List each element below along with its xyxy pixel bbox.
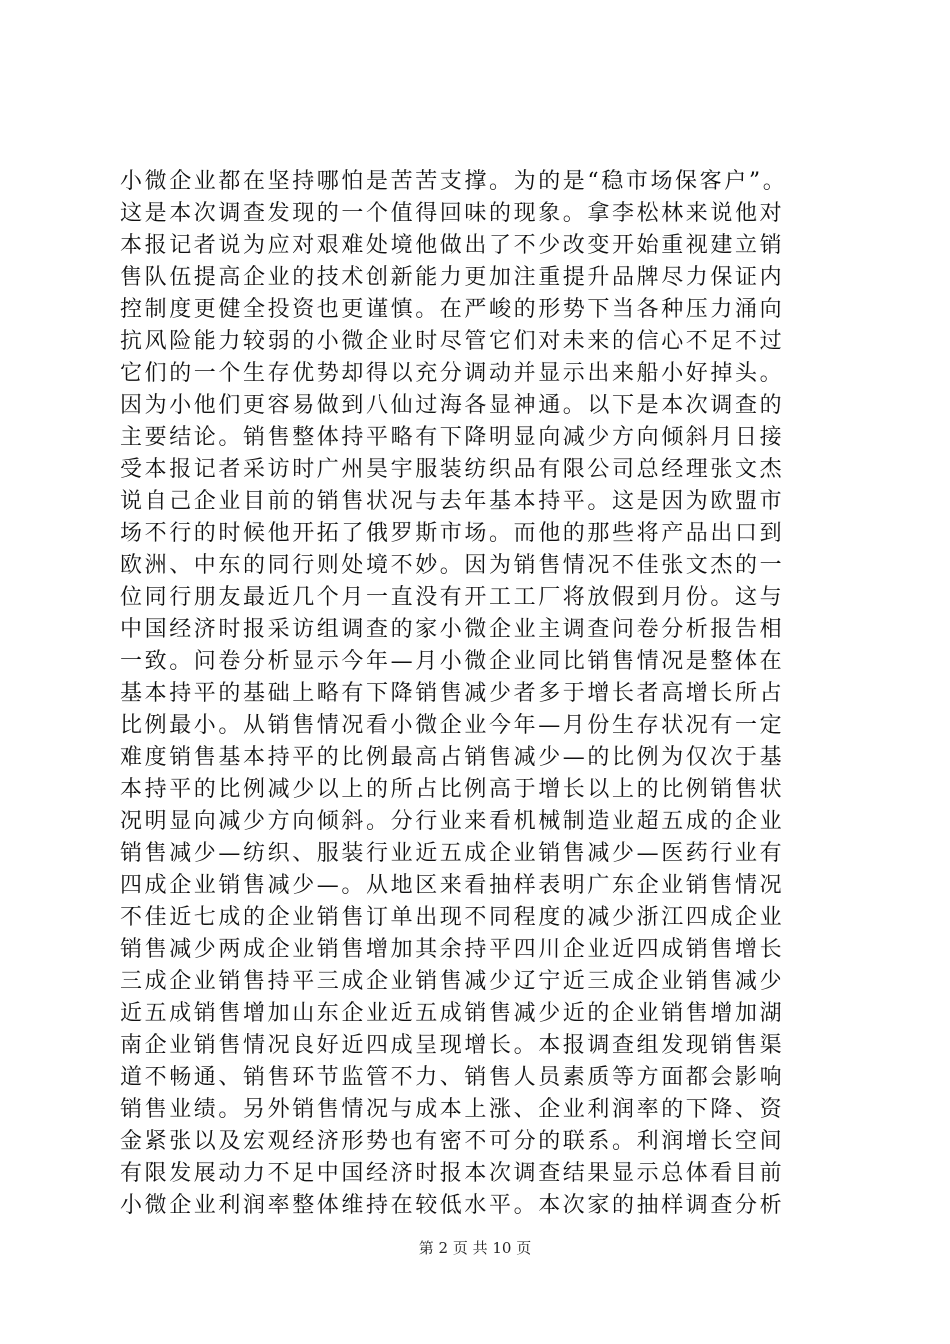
text-line: 三成企业销售持平三成企业销售减少辽宁近三成企业销售减少 bbox=[120, 969, 785, 994]
text-line: 销售业绩。另外销售情况与成本上涨、企业利润率的下降、资 bbox=[120, 1097, 785, 1122]
text-line: 南企业销售情况良好近四成呈现增长。本报调查组发现销售渠 bbox=[120, 1033, 785, 1058]
text-line: 主要结论。销售整体持平略有下降明显向减少方向倾斜月日接 bbox=[120, 425, 785, 450]
text-line: 不佳近七成的企业销售订单出现不同程度的减少浙江四成企业 bbox=[120, 905, 785, 930]
text-line: 销售减少两成企业销售增加其余持平四川企业近四成销售增长 bbox=[120, 937, 785, 962]
text-line: 况明显向减少方向倾斜。分行业来看机械制造业超五成的企业 bbox=[120, 809, 785, 834]
text-line: 本持平的比例减少以上的所占比例高于增长以上的比例销售状 bbox=[120, 777, 785, 802]
text-line: 一致。问卷分析显示今年—月小微企业同比销售情况是整体在 bbox=[120, 649, 785, 674]
text-line: 近五成销售增加山东企业近五成销售减少近的企业销售增加湖 bbox=[120, 1001, 785, 1026]
text-line: 欧洲、中东的同行则处境不妙。因为销售情况不佳张文杰的一 bbox=[120, 553, 785, 578]
text-line: 售队伍提高企业的技术创新能力更加注重提升品牌尽力保证内 bbox=[120, 265, 785, 290]
text-line: 小微企业利润率整体维持在较低水平。本次家的抽样调查分析 bbox=[120, 1193, 785, 1218]
text-line: 道不畅通、销售环节监管不力、销售人员素质等方面都会影响 bbox=[120, 1065, 785, 1090]
text-line: 中国经济时报采访组调查的家小微企业主调查问卷分析报告相 bbox=[120, 617, 785, 642]
text-line: 难度销售基本持平的比例最高占销售减少—的比例为仅次于基 bbox=[120, 745, 785, 770]
body-text bbox=[120, 166, 840, 1222]
text-line: 因为小他们更容易做到八仙过海各显神通。以下是本次调查的 bbox=[120, 393, 785, 418]
text-line: 基本持平的基础上略有下降销售减少者多于增长者高增长所占 bbox=[120, 681, 785, 706]
text-line: 有限发展动力不足中国经济时报本次调查结果显示总体看目前 bbox=[120, 1161, 785, 1186]
text-line: 它们的一个生存优势却得以充分调动并显示出来船小好掉头。 bbox=[120, 361, 785, 386]
text-line: 四成企业销售减少—。从地区来看抽样表明广东企业销售情况 bbox=[120, 873, 785, 898]
text-line: 销售减少—纺织、服装行业近五成企业销售减少—医药行业有 bbox=[120, 841, 785, 866]
text-line: 说自己企业目前的销售状况与去年基本持平。这是因为欧盟市 bbox=[120, 489, 785, 514]
text-line: 比例最小。从销售情况看小微企业今年—月份生存状况有一定 bbox=[120, 713, 785, 738]
page-footer: 第 2 页 共 10 页 bbox=[418, 1239, 532, 1257]
text-line: 这是本次调查发现的一个值得回味的现象。拿李松林来说他对 bbox=[120, 201, 785, 226]
text-line: 抗风险能力较弱的小微企业时尽管它们对未来的信心不足不过 bbox=[120, 329, 785, 354]
text-line: 受本报记者采访时广州昊宇服装纺织品有限公司总经理张文杰 bbox=[120, 457, 785, 482]
text-line: 金紧张以及宏观经济形势也有密不可分的联系。利润增长空间 bbox=[120, 1129, 785, 1154]
text-line: 控制度更健全投资也更谨慎。在严峻的形势下当各种压力涌向 bbox=[120, 297, 785, 322]
text-line: 位同行朋友最近几个月一直没有开工工厂将放假到月份。这与 bbox=[120, 585, 785, 610]
text-line: 小微企业都在坚持哪怕是苦苦支撑。为的是“稳市场保客户”。 bbox=[120, 169, 788, 194]
text-line: 本报记者说为应对艰难处境他做出了不少改变开始重视建立销 bbox=[120, 233, 785, 258]
text-line: 场不行的时候他开拓了俄罗斯市场。而他的那些将产品出口到 bbox=[120, 521, 785, 546]
